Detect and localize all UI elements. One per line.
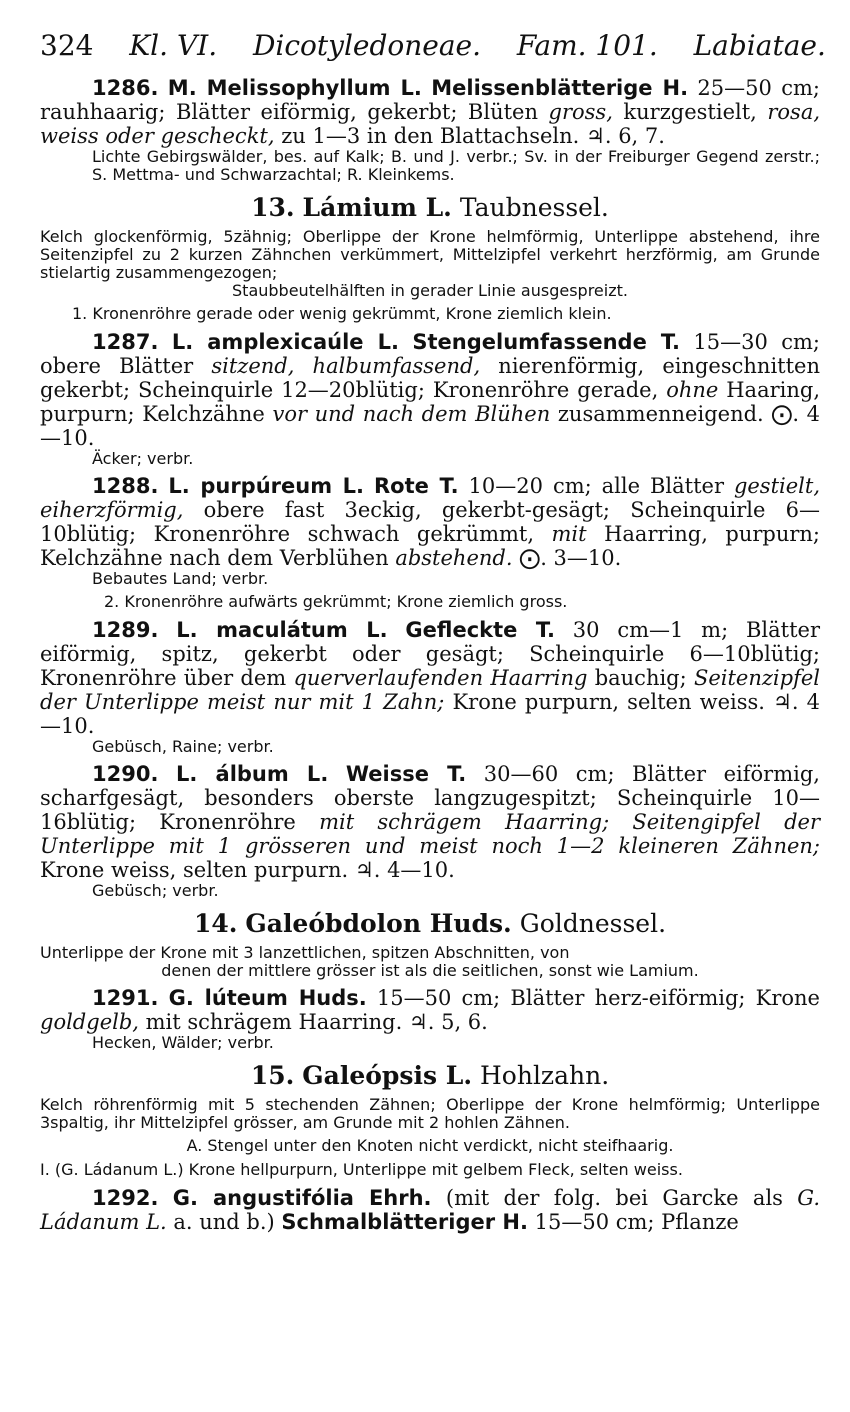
genus-name: Lámium L.	[302, 193, 452, 222]
species-text: Haaring, purpurn; Kelchzähne	[40, 378, 820, 426]
genus-german-name: Taubnessel.	[459, 193, 609, 222]
species-text: obere fast 3eckig, gekerbt-gesägt; Scheinquirle 6—10blütig; Kronenröhre schwach gekrümmt,	[40, 498, 820, 546]
species-text: zusammenneigend. ⨀. 4—10.	[40, 402, 820, 450]
species-text: Krone purpurn, selten weiss. ♃. 4—10.	[40, 690, 820, 738]
species-entry-1286	[40, 76, 820, 148]
species-entry-1288	[40, 474, 820, 570]
genus-heading-14	[40, 908, 820, 940]
species-text: zu 1—3 in den Blattachseln. ♃. 6, 7.	[274, 124, 665, 148]
header-family: Labiatae.	[693, 29, 826, 62]
species-text-italic: vor und nach dem Blühen	[272, 402, 551, 426]
species-number: 1287.	[92, 330, 159, 354]
habitat-1290: Gebüsch; verbr.	[92, 881, 219, 900]
habitat-1288: Bebautes Land; verbr.	[92, 569, 269, 588]
key-i: I. (G. Ládanum L.) Krone hellpurpurn, Unterlippe mit gelbem Fleck, selten weiss.	[40, 1160, 683, 1179]
species-text: kurzgestielt,	[612, 100, 768, 124]
species-text: 15—50 cm; Blätter herz-eiförmig; Krone	[366, 986, 820, 1010]
species-name: M. Melissophyllum L.	[167, 76, 422, 100]
species-text: 10—20 cm; alle Blätter	[458, 474, 734, 498]
species-german-name: Gefleckte T.	[405, 618, 555, 642]
genus-description-text: denen der mittlere grösser ist als die seitlichen, sonst wie Lamium.	[161, 961, 699, 980]
species-entry-1289	[40, 618, 820, 738]
species-text: (mit der folg. bei Garcke als	[431, 1186, 798, 1210]
species-text-italic: rosa, weiss oder gescheckt,	[40, 100, 821, 148]
species-german-name: Weisse T.	[345, 762, 467, 786]
species-entry-1290	[40, 762, 820, 882]
species-number: 1291.	[92, 986, 159, 1010]
genus-name: Galeópsis L.	[302, 1061, 473, 1090]
page-number: 324	[40, 29, 94, 62]
species-text-italic: ohne	[666, 378, 719, 402]
genus-description-text: Kelch glockenförmig, 5zähnig; Oberlippe der Krone helmförmig, Unterlippe abstehend, ihre Seitenzipfel zu 2 kurzen Zähnchen verkümmert, Mittelzipfel verkehrt herzförmig, am Grunde stielartig zusammengezogen;	[40, 227, 820, 282]
habitat-1286: Lichte Gebirgswälder, bes. auf Kalk; B. und J. verbr.; Sv. in der Freiburger Gegend zerstr.; S. Mettma- und Schwarzachtal; R. Kleinkems.	[92, 147, 820, 184]
species-entry-1291	[40, 986, 820, 1034]
species-number: 1286.	[92, 76, 159, 100]
species-text-italic: sitzend, halbumfassend,	[211, 354, 481, 378]
species-text-italic: gestielt, eiherzförmig,	[40, 474, 820, 522]
species-german-name: Melissenblätterige H.	[431, 76, 689, 100]
page-header	[40, 26, 826, 66]
species-text: a. und b.)	[166, 1210, 282, 1234]
key-a: A. Stengel unter den Knoten nicht verdickt, nicht steifhaarig.	[186, 1136, 674, 1155]
species-number: 1292.	[92, 1186, 159, 1210]
species-text: Krone weiss, selten purpurn. ♃. 4—10.	[40, 858, 455, 882]
species-name: L. maculátum L.	[176, 618, 388, 642]
species-text: bauchig;	[587, 666, 694, 690]
genus-description-text: Staubbeutelhälften in gerader Linie ausgespreizt.	[232, 281, 628, 300]
species-german-name: Stengelumfassende T.	[412, 330, 680, 354]
genus-name: Galeóbdolon Huds.	[245, 909, 512, 938]
key-1: 1. Kronenröhre gerade oder wenig gekrümmt, Krone ziemlich klein.	[72, 304, 612, 323]
habitat-1287: Äcker; verbr.	[92, 449, 194, 468]
species-number: 1288.	[92, 474, 159, 498]
genus-description-13	[40, 228, 820, 300]
species-text: 30—60 cm; Blätter eiförmig, scharfgesägt, besonders oberste langzugespitzt; Scheinquirle 10—16blütig; Kronenröhre	[40, 762, 820, 834]
species-text: 25—50 cm; rauhhaarig; Blätter eiförmig, gekerbt; Blüten	[40, 76, 820, 124]
species-text: Haarring, purpurn; Kelchzähne nach dem Verblühen	[40, 522, 820, 570]
species-text: nierenförmig, eingeschnitten gekerbt; Scheinquirle 12—20blütig; Kronenröhre gerade,	[40, 354, 820, 402]
species-text: 15—30 cm; obere Blätter	[40, 330, 821, 378]
genus-heading-13	[40, 192, 820, 224]
key-2: 2. Kronenröhre aufwärts gekrümmt; Krone ziemlich gross.	[104, 592, 568, 611]
species-text: mit schrägem Haarring. ♃. 5, 6.	[138, 1010, 488, 1034]
species-text: 30 cm—1 m; Blätter eiförmig, spitz, gekerbt oder gesägt; Scheinquirle 6—10blütig; Kronenröhre über dem	[40, 618, 820, 690]
species-german-name: Rote T.	[374, 474, 459, 498]
header-family-number: Fam. 101.	[516, 29, 658, 62]
species-text-italic: mit schrägem Haarring; Seitengipfel der Unterlippe mit 1 grösseren und meist noch 1—2 kleineren Zähnen;	[40, 810, 820, 858]
genus-description-14	[40, 944, 820, 980]
book-page	[40, 26, 826, 1234]
species-text-italic: abstehend.	[395, 546, 513, 570]
habitat-1291: Hecken, Wälder; verbr.	[92, 1033, 274, 1052]
species-name: L. purpúreum L.	[168, 474, 365, 498]
genus-german-name: Goldnessel.	[519, 909, 667, 938]
genus-heading-15	[40, 1060, 820, 1092]
genus-description-15: Kelch röhrenförmig mit 5 stechenden Zähnen; Oberlippe der Krone helmförmig; Unterlippe 3spaltig, ihr Mittelzipfel grösser, am Grunde mit 2 hohlen Zähnen.	[40, 1095, 820, 1132]
species-german-name: Schmalblätteriger H.	[281, 1210, 528, 1234]
species-name: L. álbum L.	[175, 762, 329, 786]
species-text-italic: gross,	[548, 100, 613, 124]
species-name: L. amplexicaúle L.	[171, 330, 399, 354]
species-entry-1287	[40, 330, 820, 450]
species-text: ⨀. 3—10.	[512, 546, 622, 570]
genus-german-name: Hohlzahn.	[479, 1061, 610, 1090]
species-number: 1290.	[92, 762, 159, 786]
species-text-italic: goldgelb,	[40, 1010, 139, 1034]
species-text-italic: G. Ládanum L.	[40, 1186, 820, 1234]
species-text-italic: querverlaufenden Haarring	[293, 666, 588, 690]
species-name: G. angustifólia Ehrh.	[172, 1186, 432, 1210]
genus-number: 14.	[193, 909, 238, 938]
species-text: 15—50 cm; Pflanze	[527, 1210, 739, 1234]
genus-number: 15.	[250, 1061, 295, 1090]
species-entry-1292	[40, 1186, 820, 1234]
header-group: Dicotyledoneae.	[252, 29, 482, 62]
species-name: G. lúteum Huds.	[168, 986, 367, 1010]
habitat-1289: Gebüsch, Raine; verbr.	[92, 737, 274, 756]
species-number: 1289.	[92, 618, 159, 642]
genus-number: 13.	[251, 193, 295, 222]
header-class: Kl. VI.	[129, 29, 218, 62]
species-text-italic: mit	[551, 522, 587, 546]
genus-description-text: Unterlippe der Krone mit 3 lanzettlichen, spitzen Abschnitten, von	[40, 943, 570, 962]
species-text-italic: Seitenzipfel der Unterlippe meist nur mit 1 Zahn;	[40, 666, 820, 714]
